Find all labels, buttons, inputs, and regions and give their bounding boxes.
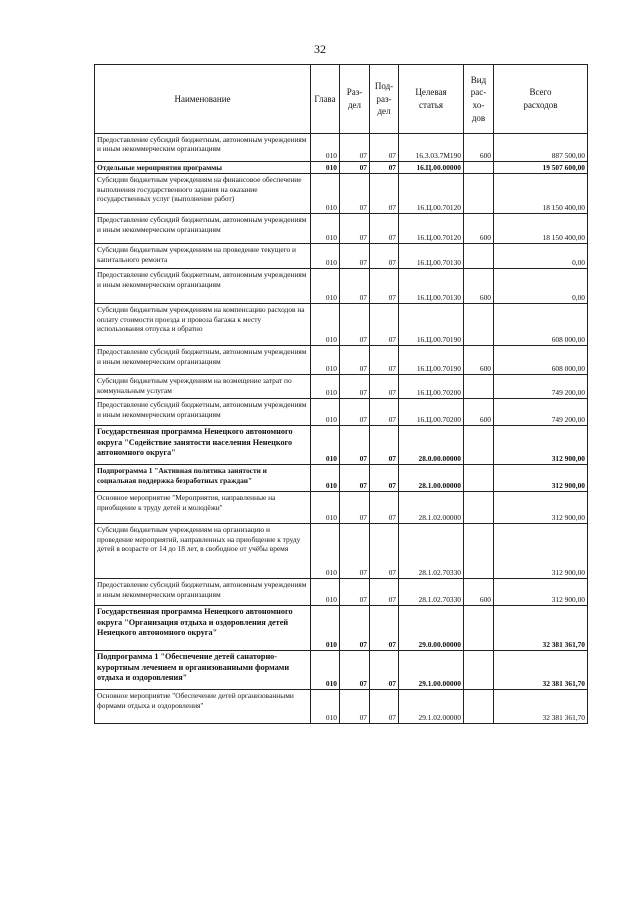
row-section: 07 xyxy=(340,375,370,399)
row-expense-type xyxy=(464,690,494,724)
row-total: 32 381 361,70 xyxy=(494,606,588,651)
row-total: 312 900,00 xyxy=(494,426,588,465)
table-row xyxy=(95,690,588,724)
row-name: Предоставление субсидий бюджетным, автономным учреждениям и иным некоммерческим организациям xyxy=(95,579,311,606)
row-total: 312 900,00 xyxy=(494,524,588,579)
row-target: 16.Ц.00.70200 xyxy=(399,399,464,426)
row-target: 28.1.02.00000 xyxy=(399,492,464,524)
row-subsection: 07 xyxy=(370,134,399,162)
row-chapter: 010 xyxy=(311,651,340,690)
header-total: Всего расходов xyxy=(494,65,588,134)
row-subsection: 07 xyxy=(370,174,399,214)
row-section: 07 xyxy=(340,244,370,269)
table-row xyxy=(95,651,588,690)
row-chapter: 010 xyxy=(311,375,340,399)
row-section: 07 xyxy=(340,465,370,492)
row-target: 16.Ц.00.70190 xyxy=(399,346,464,375)
row-total: 0,00 xyxy=(494,269,588,304)
table-row xyxy=(95,399,588,426)
row-target: 28.1.02.70330 xyxy=(399,579,464,606)
row-name: Субсидии бюджетным учреждениям на проведение текущего и капитального ремонта xyxy=(95,244,311,269)
row-total: 887 500,00 xyxy=(494,134,588,162)
row-name: Подпрограмма 1 "Активная политика занятости и социальная поддержка безработных граждан" xyxy=(95,465,311,492)
row-section: 07 xyxy=(340,579,370,606)
row-expense-type: 600 xyxy=(464,579,494,606)
header-target: Целевая статья xyxy=(399,65,464,134)
table-row xyxy=(95,214,588,244)
row-section: 07 xyxy=(340,399,370,426)
row-target: 16.3.03.7М190 xyxy=(399,134,464,162)
row-expense-type: 600 xyxy=(464,346,494,375)
row-total: 32 381 361,70 xyxy=(494,651,588,690)
row-name: Предоставление субсидий бюджетным, автономным учреждениям и иным некоммерческим организациям xyxy=(95,399,311,426)
row-target: 16.Ц.00.70190 xyxy=(399,304,464,346)
expenditure-table xyxy=(94,64,588,724)
row-section: 07 xyxy=(340,651,370,690)
row-name: Основное мероприятие "Мероприятия, направленные на приобщение к труду детей и молодёжи" xyxy=(95,492,311,524)
row-subsection: 07 xyxy=(370,465,399,492)
row-subsection: 07 xyxy=(370,651,399,690)
row-total: 749 200,00 xyxy=(494,399,588,426)
row-chapter: 010 xyxy=(311,269,340,304)
row-chapter: 010 xyxy=(311,524,340,579)
row-section: 07 xyxy=(340,304,370,346)
row-name: Субсидии бюджетным учреждениям на компенсацию расходов на оплату стоимости проезда и провоза багажа к месту использования отпуска и обратно xyxy=(95,304,311,346)
row-subsection: 07 xyxy=(370,399,399,426)
row-section: 07 xyxy=(340,134,370,162)
row-name: Предоставление субсидий бюджетным, автономным учреждениям и иным некоммерческим организациям xyxy=(95,269,311,304)
row-section: 07 xyxy=(340,269,370,304)
row-total: 312 900,00 xyxy=(494,465,588,492)
row-subsection: 07 xyxy=(370,579,399,606)
table-row xyxy=(95,492,588,524)
row-expense-type: 600 xyxy=(464,399,494,426)
row-chapter: 010 xyxy=(311,690,340,724)
row-subsection: 07 xyxy=(370,375,399,399)
row-subsection: 07 xyxy=(370,606,399,651)
row-subsection: 07 xyxy=(370,162,399,174)
table-row xyxy=(95,524,588,579)
row-name: Субсидии бюджетным учреждениям на организацию и проведение мероприятий, направленных на приобщение к труду детей в возрасте от 14 до 18 лет, в свободное от учёбы время xyxy=(95,524,311,579)
row-name: Предоставление субсидий бюджетным, автономным учреждениям и иным некоммерческим организациям xyxy=(95,214,311,244)
header-name: Наименование xyxy=(95,65,311,134)
row-subsection: 07 xyxy=(370,524,399,579)
row-expense-type xyxy=(464,244,494,269)
row-total: 0,00 xyxy=(494,244,588,269)
header-expense-type: Вид рас- хо- дов xyxy=(464,65,494,134)
row-total: 312 900,00 xyxy=(494,492,588,524)
row-chapter: 010 xyxy=(311,304,340,346)
row-section: 07 xyxy=(340,162,370,174)
table-row xyxy=(95,579,588,606)
row-subsection: 07 xyxy=(370,426,399,465)
row-section: 07 xyxy=(340,214,370,244)
row-target: 16.Ц.00.70130 xyxy=(399,269,464,304)
row-name: Отдельные мероприятия программы xyxy=(95,162,311,174)
row-subsection: 07 xyxy=(370,269,399,304)
table-row xyxy=(95,346,588,375)
row-total: 18 150 400,00 xyxy=(494,214,588,244)
row-section: 07 xyxy=(340,492,370,524)
row-subsection: 07 xyxy=(370,346,399,375)
row-expense-type xyxy=(464,465,494,492)
table-row xyxy=(95,426,588,465)
row-expense-type: 600 xyxy=(464,134,494,162)
row-chapter: 010 xyxy=(311,174,340,214)
row-target: 29.1.00.00000 xyxy=(399,651,464,690)
row-expense-type xyxy=(464,162,494,174)
row-expense-type: 600 xyxy=(464,214,494,244)
row-subsection: 07 xyxy=(370,214,399,244)
header-chapter: Глава xyxy=(311,65,340,134)
table-row xyxy=(95,375,588,399)
table-row xyxy=(95,606,588,651)
row-expense-type: 600 xyxy=(464,269,494,304)
row-total: 312 900,00 xyxy=(494,579,588,606)
row-total: 32 381 361,70 xyxy=(494,690,588,724)
row-section: 07 xyxy=(340,426,370,465)
page-number: 32 xyxy=(314,42,326,56)
row-chapter: 010 xyxy=(311,426,340,465)
table-row xyxy=(95,162,588,174)
row-section: 07 xyxy=(340,174,370,214)
table-row xyxy=(95,174,588,214)
row-name: Основное мероприятие "Обеспечение детей организованными формами отдыха и оздоровления" xyxy=(95,690,311,724)
row-section: 07 xyxy=(340,606,370,651)
row-chapter: 010 xyxy=(311,606,340,651)
row-name: Государственная программа Ненецкого автономного округа "Содействие занятости населения Ненецкого автономного округа" xyxy=(95,426,311,465)
row-total: 608 000,00 xyxy=(494,346,588,375)
row-total: 608 000,00 xyxy=(494,304,588,346)
row-target: 16.Ц.00.00000 xyxy=(399,162,464,174)
row-total: 19 507 600,00 xyxy=(494,162,588,174)
row-chapter: 010 xyxy=(311,214,340,244)
row-subsection: 07 xyxy=(370,304,399,346)
table-row xyxy=(95,269,588,304)
header-section: Раз- дел xyxy=(340,65,370,134)
row-target: 28.1.02.70330 xyxy=(399,524,464,579)
row-chapter: 010 xyxy=(311,465,340,492)
row-section: 07 xyxy=(340,690,370,724)
row-chapter: 010 xyxy=(311,134,340,162)
row-expense-type xyxy=(464,524,494,579)
header-subsection: Под- раз- дел xyxy=(370,65,399,134)
table-header-row xyxy=(95,65,588,134)
row-chapter: 010 xyxy=(311,399,340,426)
row-target: 16.Ц.00.70120 xyxy=(399,174,464,214)
row-chapter: 010 xyxy=(311,579,340,606)
row-target: 28.1.00.00000 xyxy=(399,465,464,492)
row-name: Государственная программа Ненецкого автономного округа "Организация отдыха и оздоровления детей Ненецкого автономного округа" xyxy=(95,606,311,651)
table-row xyxy=(95,244,588,269)
row-target: 16.Ц.00.70130 xyxy=(399,244,464,269)
row-name: Предоставление субсидий бюджетным, автономным учреждениям и иным некоммерческим организациям xyxy=(95,346,311,375)
row-total: 18 150 400,00 xyxy=(494,174,588,214)
row-expense-type xyxy=(464,426,494,465)
row-target: 29.1.02.00000 xyxy=(399,690,464,724)
row-target: 16.Ц.00.70120 xyxy=(399,214,464,244)
row-section: 07 xyxy=(340,346,370,375)
row-name: Субсидии бюджетным учреждениям на возмещение затрат по коммунальным услугам xyxy=(95,375,311,399)
table-row xyxy=(95,304,588,346)
row-chapter: 010 xyxy=(311,162,340,174)
row-chapter: 010 xyxy=(311,244,340,269)
table-row xyxy=(95,134,588,162)
row-expense-type xyxy=(464,304,494,346)
row-chapter: 010 xyxy=(311,346,340,375)
row-subsection: 07 xyxy=(370,244,399,269)
row-target: 16.Ц.00.70200 xyxy=(399,375,464,399)
row-subsection: 07 xyxy=(370,690,399,724)
row-expense-type xyxy=(464,606,494,651)
row-expense-type xyxy=(464,375,494,399)
row-chapter: 010 xyxy=(311,492,340,524)
row-name: Субсидии бюджетным учреждениям на финансовое обеспечение выполнения государственного задания на оказание государственных услуг (выполнение работ) xyxy=(95,174,311,214)
row-target: 28.0.00.00000 xyxy=(399,426,464,465)
row-total: 749 200,00 xyxy=(494,375,588,399)
row-expense-type xyxy=(464,174,494,214)
row-expense-type xyxy=(464,651,494,690)
row-name: Предоставление субсидий бюджетным, автономным учреждениям и иным некоммерческим организациям xyxy=(95,134,311,162)
row-expense-type xyxy=(464,492,494,524)
table-row xyxy=(95,465,588,492)
row-subsection: 07 xyxy=(370,492,399,524)
row-target: 29.0.00.00000 xyxy=(399,606,464,651)
row-section: 07 xyxy=(340,524,370,579)
row-name: Подпрограмма 1 "Обеспечение детей санаторно-курортным лечением и организованными формами отдыха и оздоровления" xyxy=(95,651,311,690)
